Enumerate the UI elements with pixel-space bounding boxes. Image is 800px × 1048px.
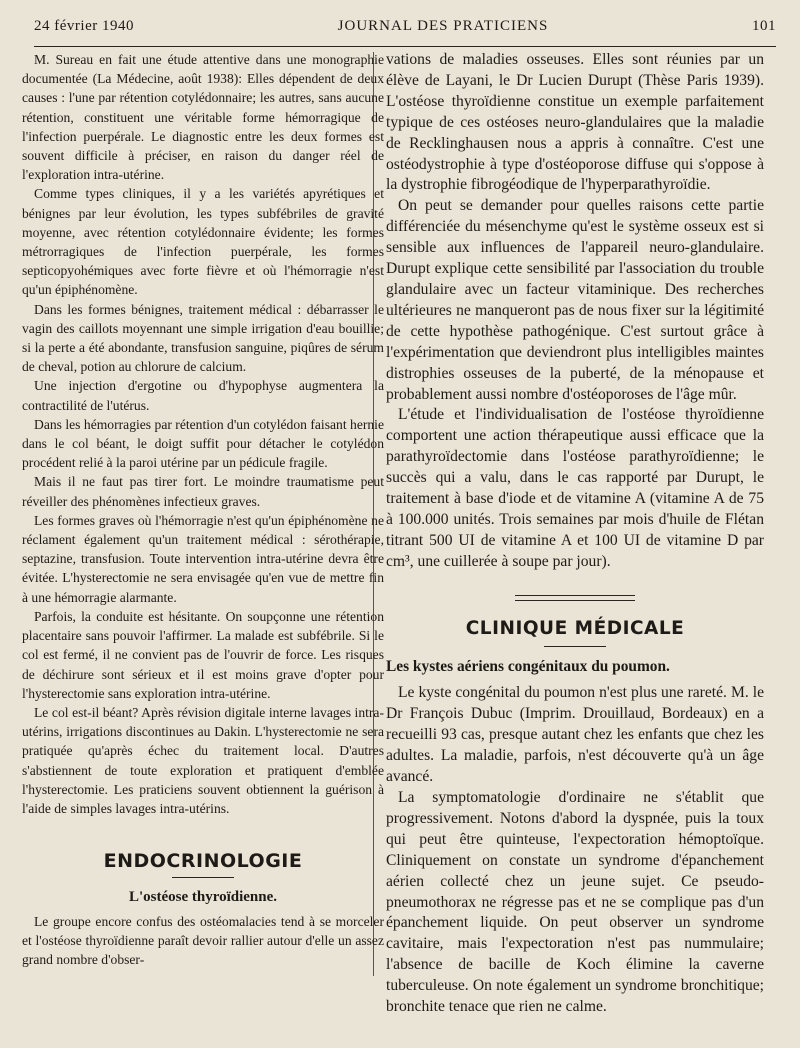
article-subheading: Les kystes aériens congénitaux du poumon. xyxy=(386,657,670,675)
paragraph: La symptomatologie d'ordinaire ne s'établit que progressivement. Notons d'abord la dyspnée, puis la toux qui peut être quinteuse, l'expectoration hémoptoïque. Cliniquement on constate un syndrome d'épanchement aérien collecté chez un jeune sujet. Ce pseudo-pneumothorax ne régresse pas et ne se complique pas d'un épanchement liquide. On peut observer un syndrome cavitaire, mais l'expectoration n'est pas nummulaire; l'absence de bacille de Koch élimine la caverne tuberculeuse. On note également un syndrome bronchitique; bronchite tenace que rien ne calme. xyxy=(386,789,764,1016)
right-column xyxy=(386,50,764,1018)
page-number: 101 xyxy=(751,18,776,34)
paragraph: M. Sureau en fait une étude attentive dans une monographie documentée (La Médecine, août 1938): Elles dépendent de deux causes : l'une par rétention cotylédonnaire; les autres, sans aucune rétention, constituent une véritable forme hémorragique de l'infection puerpérale. Le diagnostic entre les deux formes est souvent difficile à préciser, en raison du danger réel de l'exploration intra-utérine. xyxy=(22,52,384,183)
paragraph: Le col est-il béant? Après révision digitale interne lavages intra-utérins, irrigations discontinues au Dakin. L'hysterectomie ne sera pratiquée qu'après échec du traitement local. D'autres s'abstiennent de toute exploration et pratiquent d'emblée l'hysterectomie. Les praticiens souvent obtiennent la guérison à l'aide de simples lavages intra-utérins. xyxy=(22,704,384,816)
header-date: 24 février 1940 xyxy=(34,18,134,34)
journal-title: JOURNAL DES PRATICIENS xyxy=(337,18,549,34)
paragraph: Mais il ne faut pas tirer fort. Le moindre traumatisme peut réveiller des phénomènes infectieux graves. xyxy=(22,474,384,509)
section-separator xyxy=(515,595,635,601)
paragraph: Comme types cliniques, il y a les variétés apyrétiques et bénignes par leur évolution, les types subfébriles de gravité moyenne, avec rétention cotylédonnaire évidente; les formes métrorragiques de l'infection puerpérale, les formes septicopyohémiques avec forte fièvre et où l'hémorragie n'est qu'un épiphénomène. xyxy=(22,186,384,298)
paragraph: Les formes graves où l'hémorragie n'est qu'un épiphénomène ne réclament également qu'un traitement médical : sérothérapie, septazine, transfusion. Toute intervention intra-utérine devra être évitée. L'hysterectomie ne sera envisagée qu'en vue de mettre fin à une hémorragie alarmante. xyxy=(22,512,384,605)
heading-rule xyxy=(544,646,606,647)
paragraph: Le kyste congénital du poumon n'est plus une rareté. M. le Dr François Dubuc (Imprim. Drouillaud, Bordeaux) en a recueilli 93 cas, presque autant chez les enfants que chez les adultes. La maladie, parfois, n'est découverte qu'à un âge avancé. xyxy=(386,684,764,786)
paragraph: L'étude et l'individualisation de l'ostéose thyroïdienne comportent une action thérapeutique aussi efficace que la parathyroïdectomie dans l'ostéose parathyroïdienne; le succès qui a valu, dans le cas rapporté par Durupt, le traitement à base d'iode et de vitamine A (vitamine A de 75 à 100.000 unités. Trois semaines par mois d'huile de Flétan titrant 500 UI de vitamine A et 100 UI de vitamine D par cm³, une cuillerée à soupe par jour). xyxy=(386,406,764,570)
paragraph: Dans les formes bénignes, traitement médical : débarrasser le vagin des caillots moyennant une simple irrigation d'eau bouillie; si la perte a été abondante, transfusion sanguine, piqûres de sérum de cheval, potion au chlorure de calcium. xyxy=(22,301,384,375)
paragraph: vations de maladies osseuses. Elles sont réunies par un élève de Layani, le Dr Lucien Durupt (Thèse Paris 1939). L'ostéose thyroïdienne constitue un exemple parfaitement typique de ces ostéoses neuro-glandulaires que la maladie de Recklinghausen nous a appris à connaître. C'est une ostéodystrophie à type d'ostéoporose diffuse qui s'oppose à la dystrophie fibrogéodique de l'hyperparathyroïdie. xyxy=(386,51,764,194)
page-header xyxy=(34,18,776,47)
heading-rule xyxy=(172,877,234,878)
paragraph: On peut se demander pour quelles raisons cette partie différenciée du mésenchyme qu'est le système osseux est si sensible aux influences de l'appareil neuro-glandulaire. Durupt explique cette sensibilité par l'association du trouble glandulaire avec un facteur vitaminique. Des recherches ultérieures ne manqueront pas de nous fixer sur la légitimité de cette hypothèse pathogénique. C'est surtout grâce à l'expérimentation que deviendront plus intelligibles maintes distrophies osseuses de la puberté, de la ménopause et probablement aussi nombre d'ostéoporoses de l'âge mûr. xyxy=(386,197,764,403)
paragraph: Le groupe encore confus des ostéomalacies tend à se morceler et l'ostéose thyroïdienne paraît devoir rallier autour d'elle un assez grand nombre d'obser- xyxy=(22,913,384,967)
article-subheading: L'ostéose thyroïdienne. xyxy=(128,889,278,906)
section-heading-clinique: CLINIQUE MÉDICALE xyxy=(465,617,685,639)
paragraph: Parfois, la conduite est hésitante. On soupçonne une rétention placentaire sans pouvoir l'affirmer. La malade est subfébrile. Si le col est fermé, il ne convient pas de l'ouvrir de force. Les risques de déchirure sont sérieux et il est moins grave d'opter pour l'hysterectomie sans exploration intra-utérine. xyxy=(22,608,384,701)
paragraph: Une injection d'ergotine ou d'hypophyse augmentera la contractilité de l'utérus. xyxy=(22,378,384,413)
left-column xyxy=(22,50,384,969)
paragraph: Dans les hémorragies par rétention d'un cotylédon faisant hernie dans le col béant, le doigt suffit pour détacher le cotylédon procédent relié à la paroi utérine par un pédicule fragile. xyxy=(22,416,384,471)
section-heading-endocrinologie: ENDOCRINOLOGIE xyxy=(103,850,303,873)
